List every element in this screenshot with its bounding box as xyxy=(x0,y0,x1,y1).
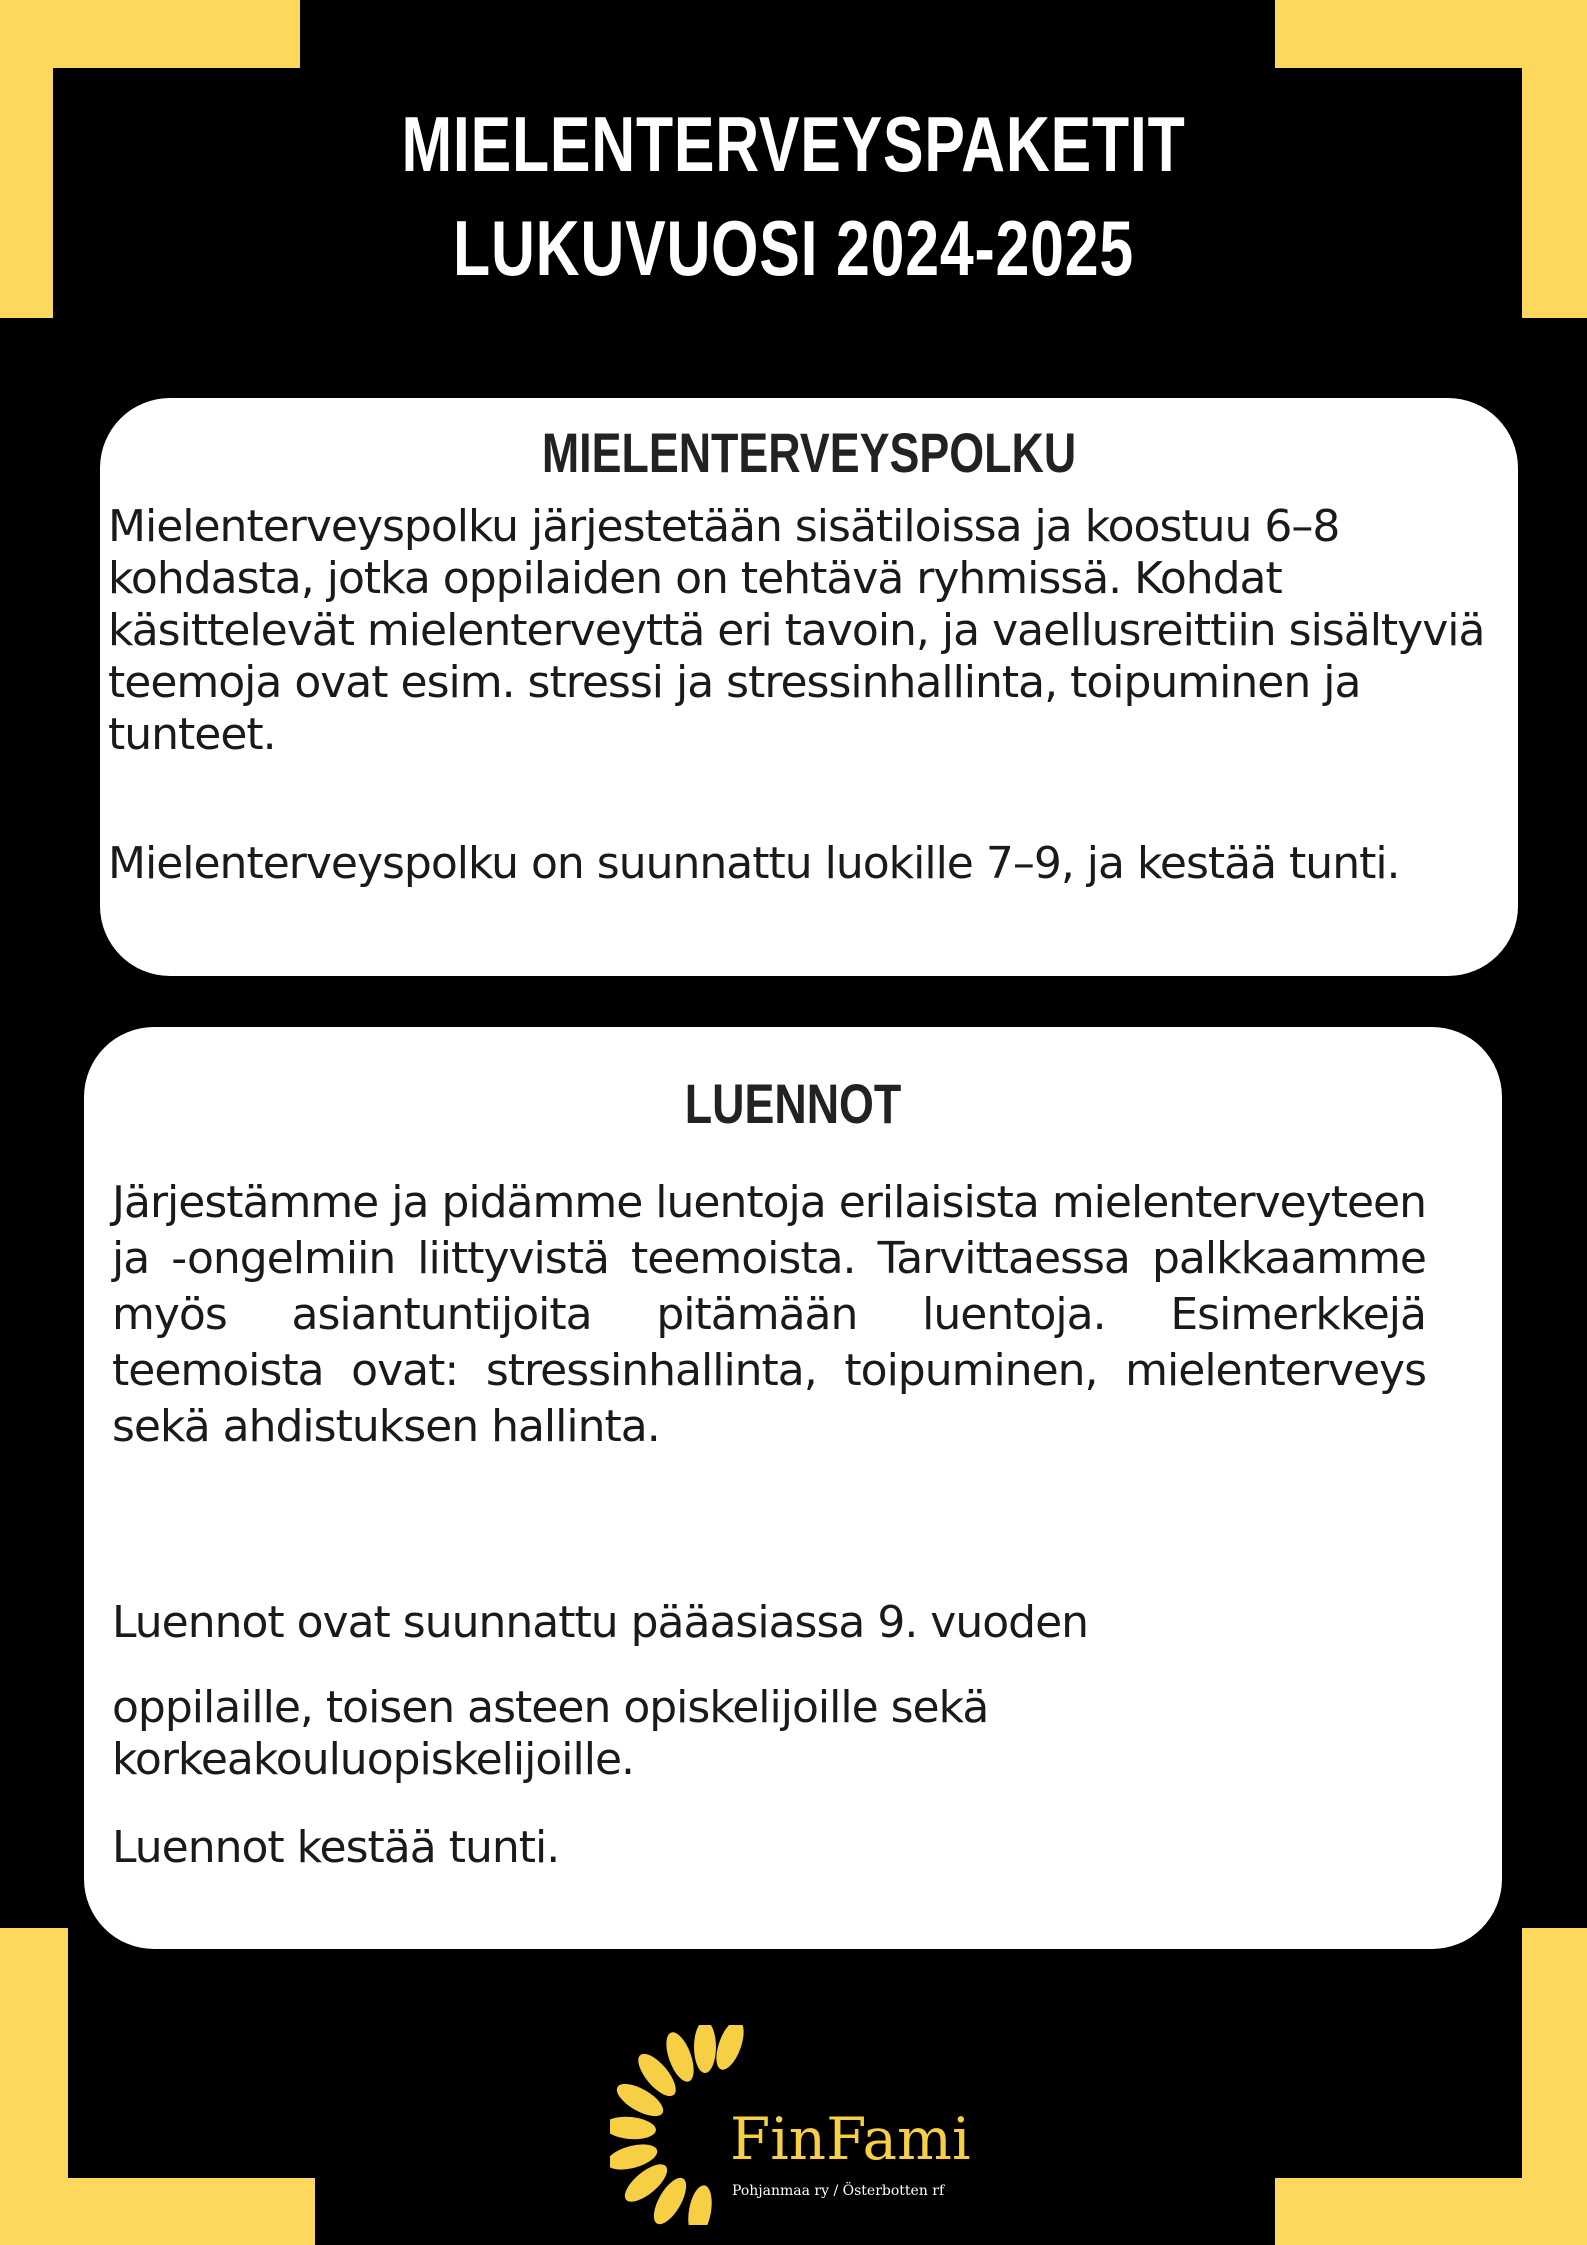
card-paragraph: Järjestämme ja pidämme luentoja erilaisista mielenterveyteen ja -ongelmiin liittyvistä teemoista. Tarvittaessa palkkaamme myös asiantuntijoita pitämään luentoja. Esimerkkejä teemoista ovat: stressinhallinta, toipuminen, mielenterveys sekä ahdistuksen hallinta. xyxy=(112,1177,1426,1452)
page-title xyxy=(175,92,1413,300)
card-paragraph: oppilaille, toisen asteen opiskelijoille sekä korkeakouluopiskelijoille. xyxy=(112,1682,989,1785)
card-paragraph: Luennot kestää tunti. xyxy=(112,1822,560,1873)
title-line-1: MIELENTERVEYSPAKETIT xyxy=(401,100,1186,188)
logo-subtitle: Pohjanmaa ry / Österbotten rf xyxy=(732,2183,945,2199)
sunflower-icon xyxy=(610,2025,750,2225)
card-luennot xyxy=(84,1027,1502,1949)
corner-top-left-vertical xyxy=(0,0,53,318)
title-line-2: LUKUVUOSI 2024-2025 xyxy=(453,204,1134,292)
corner-top-right-vertical xyxy=(1522,0,1587,318)
corner-bottom-right-horizontal xyxy=(1275,2178,1587,2245)
card-paragraph: Mielenterveyspolku järjestetään sisätiloissa ja koostuu 6–8 kohdasta, jotka oppilaiden on tehtävä ryhmissä. Kohdat käsittelevät mielenterveyttä eri tavoin, ja vaellusreittiin sisältyviä teemoja ovat esim. stressi ja stressinhallinta, toipuminen ja tunteet. xyxy=(108,501,1485,760)
corner-bottom-left-horizontal xyxy=(0,2178,315,2245)
card-mielenterveyspolku xyxy=(100,398,1518,976)
card-paragraph: Mielenterveyspolku on suunnattu luokille 7–9, ja kestää tunti. xyxy=(108,838,1400,889)
card-paragraph: Luennot ovat suunnattu pääasiassa 9. vuoden xyxy=(112,1597,1089,1648)
logo-name: FinFami xyxy=(730,2105,971,2173)
card-heading: LUENNOT xyxy=(684,1072,902,1135)
card-heading: MIELENTERVEYSPOLKU xyxy=(541,421,1077,484)
finfami-logo xyxy=(610,2025,1030,2225)
